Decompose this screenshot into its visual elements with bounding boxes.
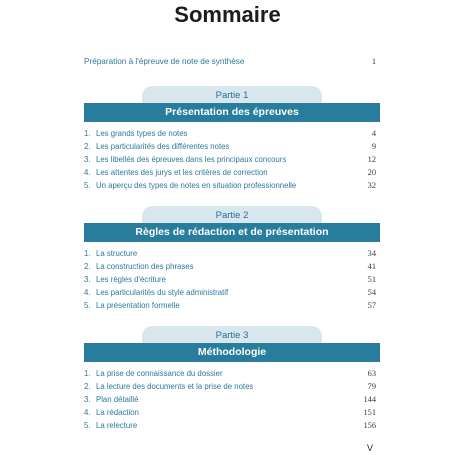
part-1-heading: Présentation des épreuves: [84, 103, 380, 122]
part-3-items: [84, 368, 380, 433]
entry-page: 34: [367, 249, 376, 258]
entry-page: 12: [367, 155, 376, 164]
entry-label: La prise de connaissance du dossier: [96, 369, 223, 378]
part-3-tab: Partie 3: [142, 326, 322, 344]
entry-number: 4.: [84, 288, 91, 297]
entry-number: 3.: [84, 275, 91, 284]
part-1-tab: Partie 1: [142, 86, 322, 104]
entry-number: 2.: [84, 262, 91, 271]
toc-entry[interactable]: [84, 180, 380, 193]
entry-page: 54: [367, 288, 376, 297]
entry-label: La lecture des documents et la prise de notes: [96, 382, 254, 391]
intro-page-number: 1: [371, 57, 376, 66]
entry-number: 1.: [84, 129, 91, 138]
entry-page: 57: [367, 301, 376, 310]
entry-number: 3.: [84, 155, 91, 164]
entry-number: 1.: [84, 249, 91, 258]
entry-label: Les libellés des épreuves dans les principaux concours: [96, 155, 287, 164]
part-1-items: [84, 128, 380, 193]
toc-entry[interactable]: [84, 274, 380, 287]
entry-number: 5.: [84, 181, 91, 190]
toc-entry[interactable]: [84, 261, 380, 274]
entry-number: 1.: [84, 369, 91, 378]
entry-label: Plan détaillé: [96, 395, 139, 404]
entry-label: Les grands types de notes: [96, 129, 188, 138]
toc-entry[interactable]: [84, 300, 380, 313]
toc-entry[interactable]: [84, 287, 380, 300]
entry-number: 3.: [84, 395, 91, 404]
toc-entry[interactable]: [84, 128, 380, 141]
entry-page: 151: [363, 408, 376, 417]
toc-entry[interactable]: [84, 141, 380, 154]
entry-number: 5.: [84, 301, 91, 310]
intro-label: Préparation à l'épreuve de note de synthèse: [84, 57, 245, 66]
part-2-heading: Règles de rédaction et de présentation: [84, 223, 380, 242]
entry-label: Les attentes des jurys et les critères de correction: [96, 168, 268, 177]
toc-entry[interactable]: [84, 154, 380, 167]
entry-label: La structure: [96, 249, 138, 258]
entry-number: 2.: [84, 142, 91, 151]
entry-page: 63: [367, 369, 376, 378]
entry-page: 20: [367, 168, 376, 177]
entry-page: 41: [367, 262, 376, 271]
entry-page: 156: [363, 421, 376, 430]
entry-label: La relecture: [96, 421, 138, 430]
entry-page: 144: [363, 395, 376, 404]
folio-page-number: V: [366, 443, 373, 453]
entry-label: Un aperçu des types de notes en situation professionnelle: [96, 181, 297, 190]
entry-label: Les particularités des différentes notes: [96, 142, 230, 151]
entry-page: 79: [367, 382, 376, 391]
entry-label: La présentation formelle: [96, 301, 180, 310]
entry-number: 2.: [84, 382, 91, 391]
part-3-heading: Méthodologie: [84, 343, 380, 362]
entry-page: 9: [371, 142, 376, 151]
intro-entry[interactable]: [84, 57, 380, 69]
entry-label: Les règles d'écriture: [96, 275, 166, 284]
entry-label: Les particularités du style administratif: [96, 288, 229, 297]
entry-number: 4.: [84, 168, 91, 177]
part-2-items: [84, 248, 380, 313]
toc-entry[interactable]: [84, 407, 380, 420]
toc-entry[interactable]: [84, 381, 380, 394]
part-2-tab: Partie 2: [142, 206, 322, 224]
toc-entry[interactable]: [84, 248, 380, 261]
entry-label: La rédaction: [96, 408, 139, 417]
toc-entry[interactable]: [84, 394, 380, 407]
entry-label: La construction des phrases: [96, 262, 194, 271]
toc-entry[interactable]: [84, 167, 380, 180]
entry-number: 4.: [84, 408, 91, 417]
entry-page: 51: [367, 275, 376, 284]
toc-entry[interactable]: [84, 368, 380, 381]
entry-page: 32: [367, 181, 376, 190]
page-title: Sommaire: [174, 2, 281, 27]
entry-number: 5.: [84, 421, 91, 430]
entry-page: 4: [371, 129, 376, 138]
toc-entry[interactable]: [84, 420, 380, 433]
